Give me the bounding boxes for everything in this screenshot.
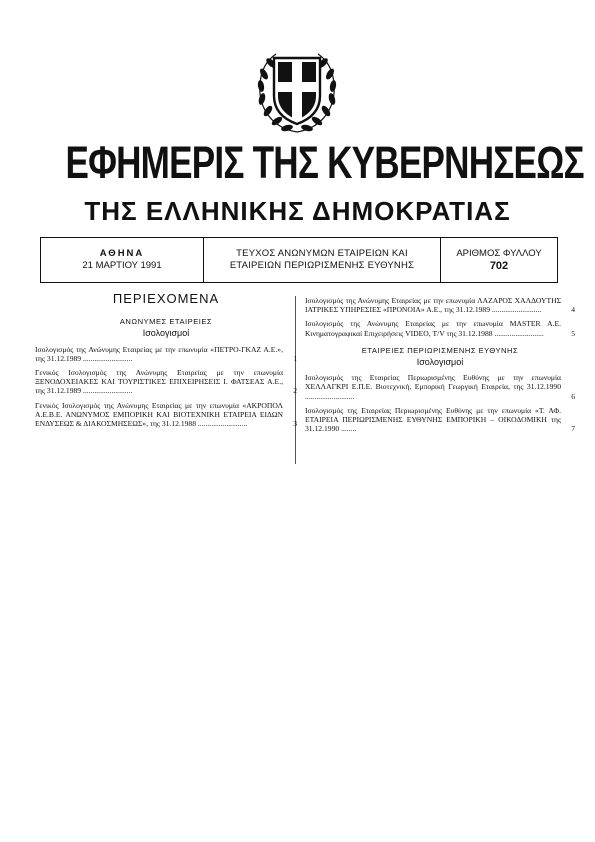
coat-of-arms-icon (252, 44, 342, 136)
section-heading-sa: ΑΝΩΝΥΜΕΣ ΕΤΑΙΡΕΙΕΣ (119, 317, 213, 327)
place-date-cell (41, 238, 204, 282)
contents-entry (305, 373, 575, 401)
entry-page: 6 (571, 391, 575, 401)
entry-page: 1 (293, 353, 297, 363)
contents-right-column (305, 296, 575, 438)
contents-entry (305, 296, 575, 314)
entry-text: Γενικός Ισολογισμός της Ανώνυμης Εταιρείας με την επωνυμία «ΑΚΡΟΠΟΛ Α.Ε.Β.Ε. ΑΝΩΝΥΜΟΣ ΕΜΠΟΡΙΚΗ ΚΑΙ ΒΙΟΤΕΧΝΙΚΗ ΕΤΑΙΡΕΙΑ ΕΙΔΩΝ ΕΝΔΥΣΕΩΣ & ΔΙΑΚΟΣΜΗΣΕΩΣ», της 31.12.1988 .......................... (35, 400, 283, 429)
contents-entry (305, 319, 575, 337)
gazette-subtitle: ΤΗΣ ΕΛΛΗΝΙΚΗΣ ΔΗΜΟΚΡΑΤΙΑΣ (84, 196, 511, 226)
contents-left-column (35, 291, 297, 433)
contents-heading: ΠΕΡΙΕΧΟΜΕΝΑ (112, 291, 220, 306)
entry-page: 5 (571, 328, 575, 338)
sheet-number: 702 (489, 260, 509, 272)
issue-info-box (40, 237, 558, 283)
sheet-number-label: ΑΡΙΘΜΟΣ ΦΥΛΛΟΥ (456, 248, 542, 259)
entry-text: Ισολογισμός της Ανώνυμης Εταιρείας με την επωνυμία ΛΑΖΑΡΟΣ ΧΑΛΔΟΥΤΗΣ ΙΑΤΡΙΚΕΣ ΥΠΗΡΕΣΙΕΣ «ΠΡΟΝΟΙΑ» Α.Ε., της 31.12.1989 .......................... (305, 296, 561, 315)
place: ΑΘΗΝΑ (99, 248, 145, 259)
subsection-heading: Ισολογισμοί (416, 357, 464, 368)
entry-text: Ισολογισμός της Ανώνυμης Εταιρείας με την επωνυμία MASTER A.E. Κινηματογραφικαί Επιχειρήσεις VIDEO, T/V της 31.12.1988 .......................... (305, 319, 561, 338)
entry-page: 3 (293, 419, 297, 429)
contents-entry (35, 368, 297, 396)
contents-entry (35, 345, 297, 363)
entry-page: 2 (293, 386, 297, 396)
contents-entry (305, 406, 575, 434)
issue-date: 21 ΜΑΡΤΙΟΥ 1991 (82, 260, 162, 271)
subsection-heading: Ισολογισμοί (142, 328, 190, 339)
entry-text: Ισολογισμός της Εταιρείας Περιωρισμένης Ευθύνης με την επωνυμία ΧΕΛΛΑΓΚΡΙ Ε.Π.Ε. Βιοτεχνική, Εμπορική Γεωργική Εταιρεία, της 31.12.1990 .......................... (305, 373, 561, 401)
issue-type-line1: ΤΕΥΧΟΣ ΑΝΩΝΥΜΩΝ ΕΤΑΙΡΕΙΩΝ ΚΑΙ (236, 248, 408, 259)
issue-type-cell (204, 238, 441, 282)
gazette-title: ΕΦΗΜΕΡΙΣ ΤΗΣ ΚΥΒΕΡΝΗΣΕΩΣ (65, 137, 584, 188)
entry-page: 7 (571, 424, 575, 434)
issue-type-line2: ΕΤΑΙΡΕΙΩΝ ΠΕΡΙΩΡΙΣΜΕΝΗΣ ΕΥΘΥΝΗΣ (229, 260, 415, 271)
entry-text: Γενικός Ισολογισμός της Ανώνυμης Εταιρείας με την επωνυμία ΞΕΝΟΔΟΧΕΙΑΚΕΣ ΚΑΙ ΤΟΥΡΙΣΤΙΚΕΣ ΕΠΙΧΕΙΡΗΣΕΙΣ Ι. ΦΑΤΣΕΑΣ Α.Ε., της 31.12.1989 .......................... (35, 368, 283, 396)
sheet-number-cell (441, 238, 557, 282)
entry-text: Ισολογισμός της Εταιρείας Περιωρισμένης Ευθύνης με την επωνυμία «Τ. ΑΦ. ΕΤΑΙΡΕΙΑ ΠΕΡΙΩΡΙΣΜΕΝΗΣ ΕΥΘΥΝΗΣ ΕΜΠΟΡΙΚΗ – ΟΙΚΟΔΟΜΙΚΗ της 31.12.1990 ........ (305, 405, 561, 434)
entry-page: 4 (571, 305, 575, 315)
contents-entry (35, 401, 297, 429)
entry-text: Ισολογισμός της Ανώνυμης Εταιρείας με την επωνυμία «ΠΕΤΡΟ-ΓΚΑΖ Α.Ε.», της 31.12.1989 .......................... (35, 344, 283, 363)
section-heading-epe: ΕΤΑΙΡΕΙΕΣ ΠΕΡΙΩΡΙΣΜΕΝΗΣ ΕΥΘΥΝΗΣ (361, 345, 519, 355)
